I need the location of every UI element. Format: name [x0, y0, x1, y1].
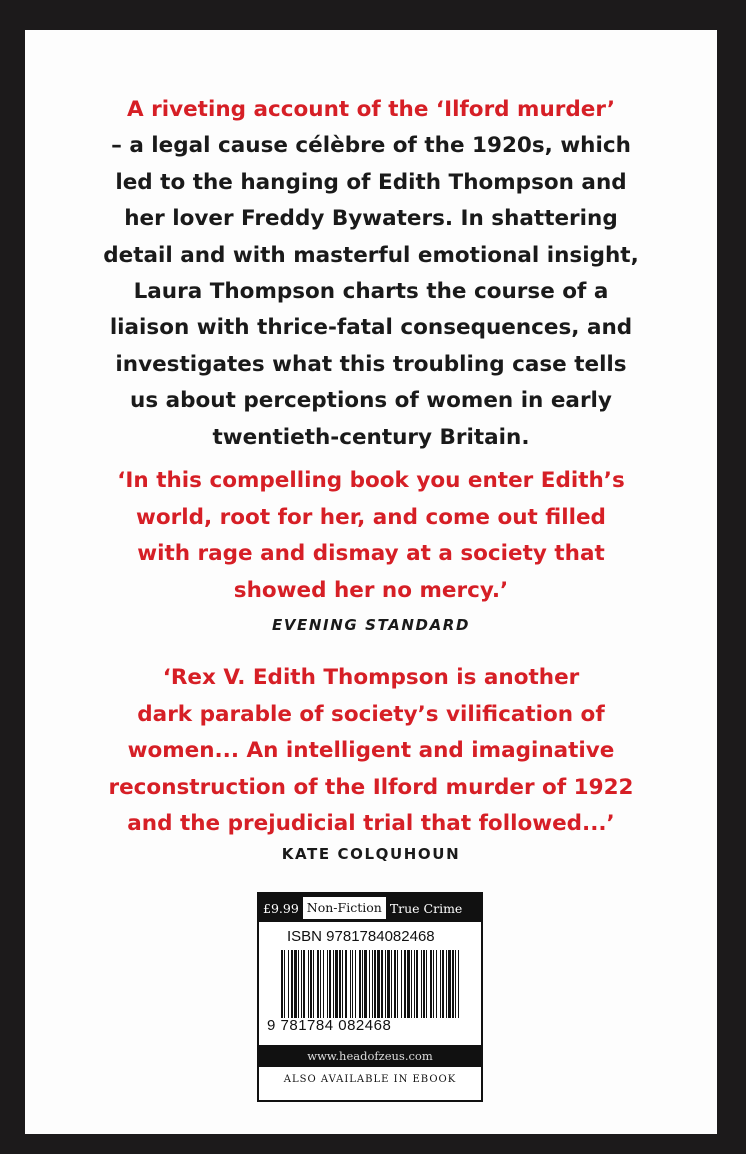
blurb-text	[25, 92, 717, 456]
quote-attribution-2: KATE COLQUHOUN	[281, 845, 461, 863]
category-true-crime: True Crime	[389, 900, 463, 916]
barcode-bar	[359, 950, 361, 1018]
barcode-bar	[329, 950, 331, 1018]
category-strip	[259, 894, 481, 922]
barcode-bar	[281, 950, 283, 1018]
barcode-bar	[345, 950, 347, 1018]
barcode-bar	[387, 950, 390, 1018]
barcode-icon	[281, 950, 459, 1018]
barcode-bar	[440, 950, 441, 1018]
quote-line: world, root for her, and come out filled	[136, 504, 606, 530]
barcode-bar	[426, 950, 427, 1018]
barcode-bar	[323, 950, 324, 1018]
barcode-bar	[448, 950, 451, 1018]
barcode-bar	[421, 950, 422, 1018]
isbn-label: ISBN 9781784082468	[287, 928, 435, 945]
price-label: £9.99	[263, 900, 299, 916]
quote-line: dark parable of society’s vilification of	[137, 701, 605, 727]
quote-line: ‘Rex V. Edith Thompson is another	[162, 665, 580, 690]
barcode-bar	[374, 950, 376, 1018]
category-non-fiction: Non-Fiction	[303, 897, 386, 919]
barcode-bar	[401, 950, 402, 1018]
barcode-bar	[294, 950, 297, 1018]
barcode-bar	[369, 950, 370, 1018]
publisher-website: www.headofzeus.com	[259, 1045, 481, 1067]
barcode-bar	[407, 950, 410, 1018]
barcode-panel	[257, 892, 483, 1102]
barcode-bar	[301, 950, 302, 1018]
barcode-bar	[308, 950, 309, 1018]
barcode-bar	[458, 950, 459, 1018]
barcode-bar	[411, 950, 412, 1018]
barcode-bar	[352, 950, 353, 1018]
barcode-bar	[327, 950, 328, 1018]
barcode-bar	[391, 950, 392, 1018]
barcode-bar	[310, 950, 312, 1018]
barcode-bar	[414, 950, 415, 1018]
blurb-line: liaison with thrice-fatal consequences, and	[109, 315, 633, 341]
barcode-bar	[313, 950, 314, 1018]
quote-line: ‘In this compelling book you enter Edith’s	[117, 468, 625, 493]
blurb-line: twentieth-century Britain.	[212, 424, 530, 450]
quote-line: reconstruction of the Ilford murder of 1922	[108, 774, 634, 800]
barcode-bar	[394, 950, 396, 1018]
blurb-line: us about perceptions of women in early	[130, 388, 612, 414]
ebook-notice: ALSO AVAILABLE IN EBOOK	[283, 1074, 457, 1085]
blurb-line: A riveting account of the ‘Ilford murder’	[126, 97, 616, 122]
barcode-bar	[303, 950, 305, 1018]
review-quote-1	[25, 463, 717, 609]
barcode-bar	[288, 950, 289, 1018]
quote-line: showed her no mercy.’	[233, 577, 509, 603]
quote-line: and the prejudicial trial that followed...’	[127, 811, 615, 836]
barcode-bar	[291, 950, 293, 1018]
barcode-bar	[355, 950, 356, 1018]
blurb-line: investigates what this troubling case tells	[115, 351, 627, 377]
barcode-bar	[342, 950, 343, 1018]
barcode-bar	[333, 950, 334, 1018]
quote-line: with rage and dismay at a society that	[137, 541, 605, 566]
barcode-bar	[298, 950, 299, 1018]
back-cover	[25, 30, 717, 1134]
barcode-bar	[446, 950, 447, 1018]
barcode-bar	[350, 950, 351, 1018]
quote-attribution-1: EVENING STANDARD	[271, 616, 471, 634]
quote-line: women... An intelligent and imaginative	[127, 738, 615, 763]
barcode-bar	[335, 950, 338, 1018]
barcode-bar	[381, 950, 383, 1018]
barcode-bar	[339, 950, 341, 1018]
blurb-line: detail and with masterful emotional insight,	[103, 242, 639, 268]
barcode-bar	[423, 950, 425, 1018]
barcode-bar	[455, 950, 456, 1018]
barcode-bar	[364, 950, 367, 1018]
blurb-line: led to the hanging of Edith Thompson and	[115, 169, 627, 195]
barcode-bar	[377, 950, 380, 1018]
barcode-bar	[452, 950, 454, 1018]
barcode-bar	[397, 950, 398, 1018]
barcode-bar	[385, 950, 386, 1018]
blurb-line: Laura Thompson charts the course of a	[133, 279, 609, 305]
blurb-line: – a legal cause célèbre of the 1920s, which	[111, 133, 631, 159]
barcode-bar	[436, 950, 437, 1018]
isbn-digits: 9 781784 082468	[267, 1017, 392, 1034]
barcode-bar	[284, 950, 285, 1018]
barcode-bar	[320, 950, 321, 1018]
blurb-line: her lover Freddy Bywaters. In shattering	[124, 206, 618, 232]
barcode-bar	[442, 950, 444, 1018]
barcode-bar	[430, 950, 432, 1018]
barcode-bar	[372, 950, 373, 1018]
barcode-bar	[433, 950, 434, 1018]
barcode-bar	[404, 950, 406, 1018]
barcode-bar	[317, 950, 319, 1018]
barcode-bar	[362, 950, 363, 1018]
barcode-bar	[416, 950, 418, 1018]
review-quote-2	[25, 660, 717, 843]
